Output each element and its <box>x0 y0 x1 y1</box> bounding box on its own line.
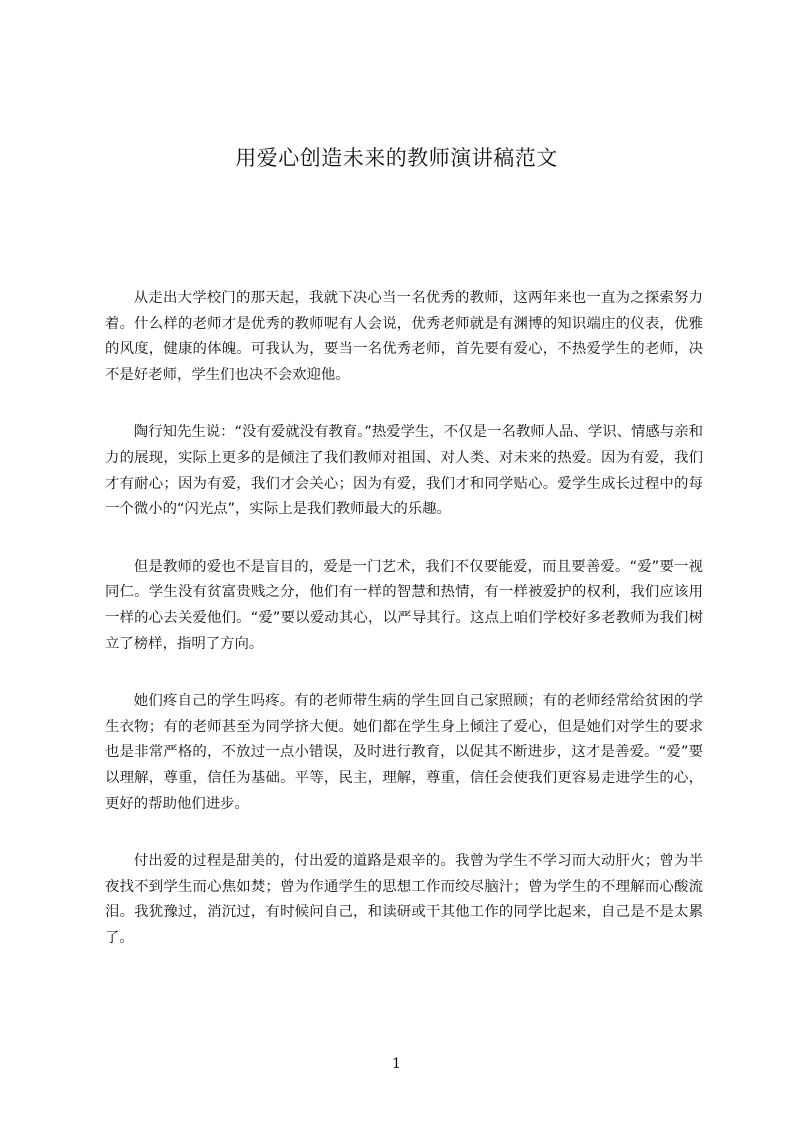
page-number: 1 <box>392 1056 401 1072</box>
paragraph-2: 陶行知先生说：“没有爱就没有教育。”热爱学生，不仅是一名教师人品、学识、情感与亲和力的展现，实际上更多的是倾注了我们教师对祖国、对人类、对未来的热爱。因为有爱，我们才有耐心；因为有爱，我们才会关心；因为有爱，我们才和同学贴心。爱学生成长过程中的每一个微小的“闪光点”，实际上是我们教师最大的乐趣。 <box>105 424 703 518</box>
paragraph-4: 她们疼自己的学生吗疼。有的老师带生病的学生回自己家照顾；有的老师经常给贫困的学生衣物；有的老师甚至为同学挤大便。她们都在学生身上倾注了爱心，但是她们对学生的要求也是非常严格的，不放过一点小错误，及时进行教育，以促其不断进步，这才是善爱。“爱”要以理解，尊重，信任为基础。平等，民主，理解，尊重，信任会使我们更容易走进学生的心，更好的帮助他们进步。 <box>105 693 703 812</box>
document-title: 用爱心创造未来的教师演讲稿范文 <box>235 146 558 170</box>
paragraph-3: 但是教师的爱也不是盲目的，爱是一门艺术，我们不仅要能爱，而且要善爱。“爱”要一视同仁。学生没有贫富贵贱之分，他们有一样的智慧和热情，有一样被爱护的权利，我们应该用一样的心去关爱他们。“爱”要以爱动其心，以严导其行。这点上咱们学校好多老教师为我们树立了榜样，指明了方向。 <box>105 558 703 652</box>
document-body <box>105 286 703 983</box>
paragraph-5: 付出爱的过程是甜美的，付出爱的道路是艰辛的。我曾为学生不学习而大动肝火；曾为半夜找不到学生而心焦如焚；曾为作通学生的思想工作而绞尽脑汁；曾为学生的不理解而心酸流泪。我犹豫过，消沉过，有时候问自己，和读研或干其他工作的同学比起来，自己是不是太累了。 <box>105 853 703 946</box>
paragraph-1: 从走出大学校门的那天起，我就下决心当一名优秀的教师，这两年来也一直为之探索努力着。什么样的老师才是优秀的教师呢有人会说，优秀老师就是有渊博的知识端庄的仪表，优雅的风度，健康的体魄。可我认为，要当一名优秀老师，首先要有爱心，不热爱学生的老师，决不是好老师，学生们也决不会欢迎他。 <box>105 290 703 383</box>
